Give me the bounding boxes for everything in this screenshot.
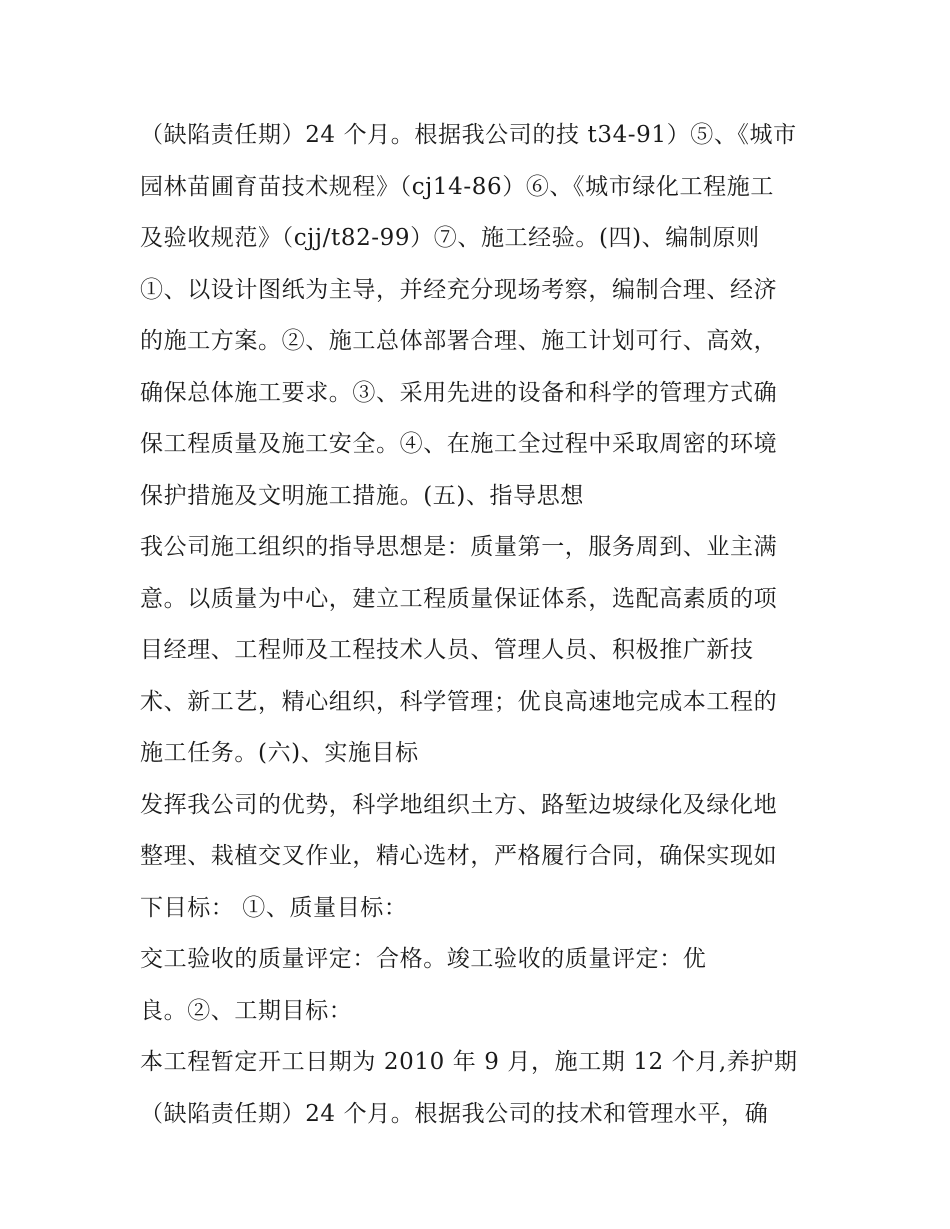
text-line: 我公司施工组织的指导思想是：质量第一，服务周到、业主满 [140, 534, 778, 560]
text-line: 术、新工艺，精心组织，科学管理；优良高速地完成本工程的 [140, 688, 778, 715]
text-line: 良。②、工期目标： [140, 997, 353, 1024]
text-line: 发挥我公司的优势，科学地组织土方、路堑边坡绿化及绿化地 [140, 791, 778, 818]
text-line: 下目标： ①、质量目标： [140, 894, 408, 921]
text-line: 施工任务。(六)、实施目标 [140, 740, 419, 766]
text-line: 本工程暂定开工日期为 2010 年 9 月，施工期 12 个月,养护期 [140, 1049, 798, 1075]
text-line: 确保总体施工要求。③、采用先进的设备和科学的管理方式确 [140, 379, 778, 406]
text-line: ①、以设计图纸为主导，并经充分现场考察，编制合理、经济 [140, 276, 778, 303]
text-line: 目经理、工程师及工程技术人员、管理人员、积极推广新技 [140, 637, 754, 663]
text-line: 意。以质量为中心，建立工程质量保证体系，选配高素质的项 [140, 585, 778, 612]
text-line: 整理、栽植交叉作业，精心选材，严格履行合同，确保实现如 [140, 843, 778, 869]
text-line: 及验收规范》（cjj/t82-99）⑦、施工经验。(四)、编制原则 [140, 225, 760, 251]
text-line: （缺陷责任期）24 个月。根据我公司的技术和管理水平，确 [140, 1100, 769, 1127]
document-body [140, 110, 830, 1140]
text-line: 的施工方案。②、施工总体部署合理、施工计划可行、高效， [140, 328, 778, 354]
text-line: 园林苗圃育苗技术规程》（cj14-86）⑥、《城市绿化工程施工 [140, 173, 774, 200]
text-line: （缺陷责任期）24 个月。根据我公司的技 t34-91）⑤、《城市 [140, 122, 797, 148]
text-line: 保工程质量及施工安全。④、在施工全过程中采取周密的环境 [140, 431, 778, 457]
text-line: 保护措施及文明施工措施。(五)、指导思想 [140, 482, 584, 509]
text-line: 交工验收的质量评定：合格。竣工验收的质量评定：优 [140, 946, 707, 972]
